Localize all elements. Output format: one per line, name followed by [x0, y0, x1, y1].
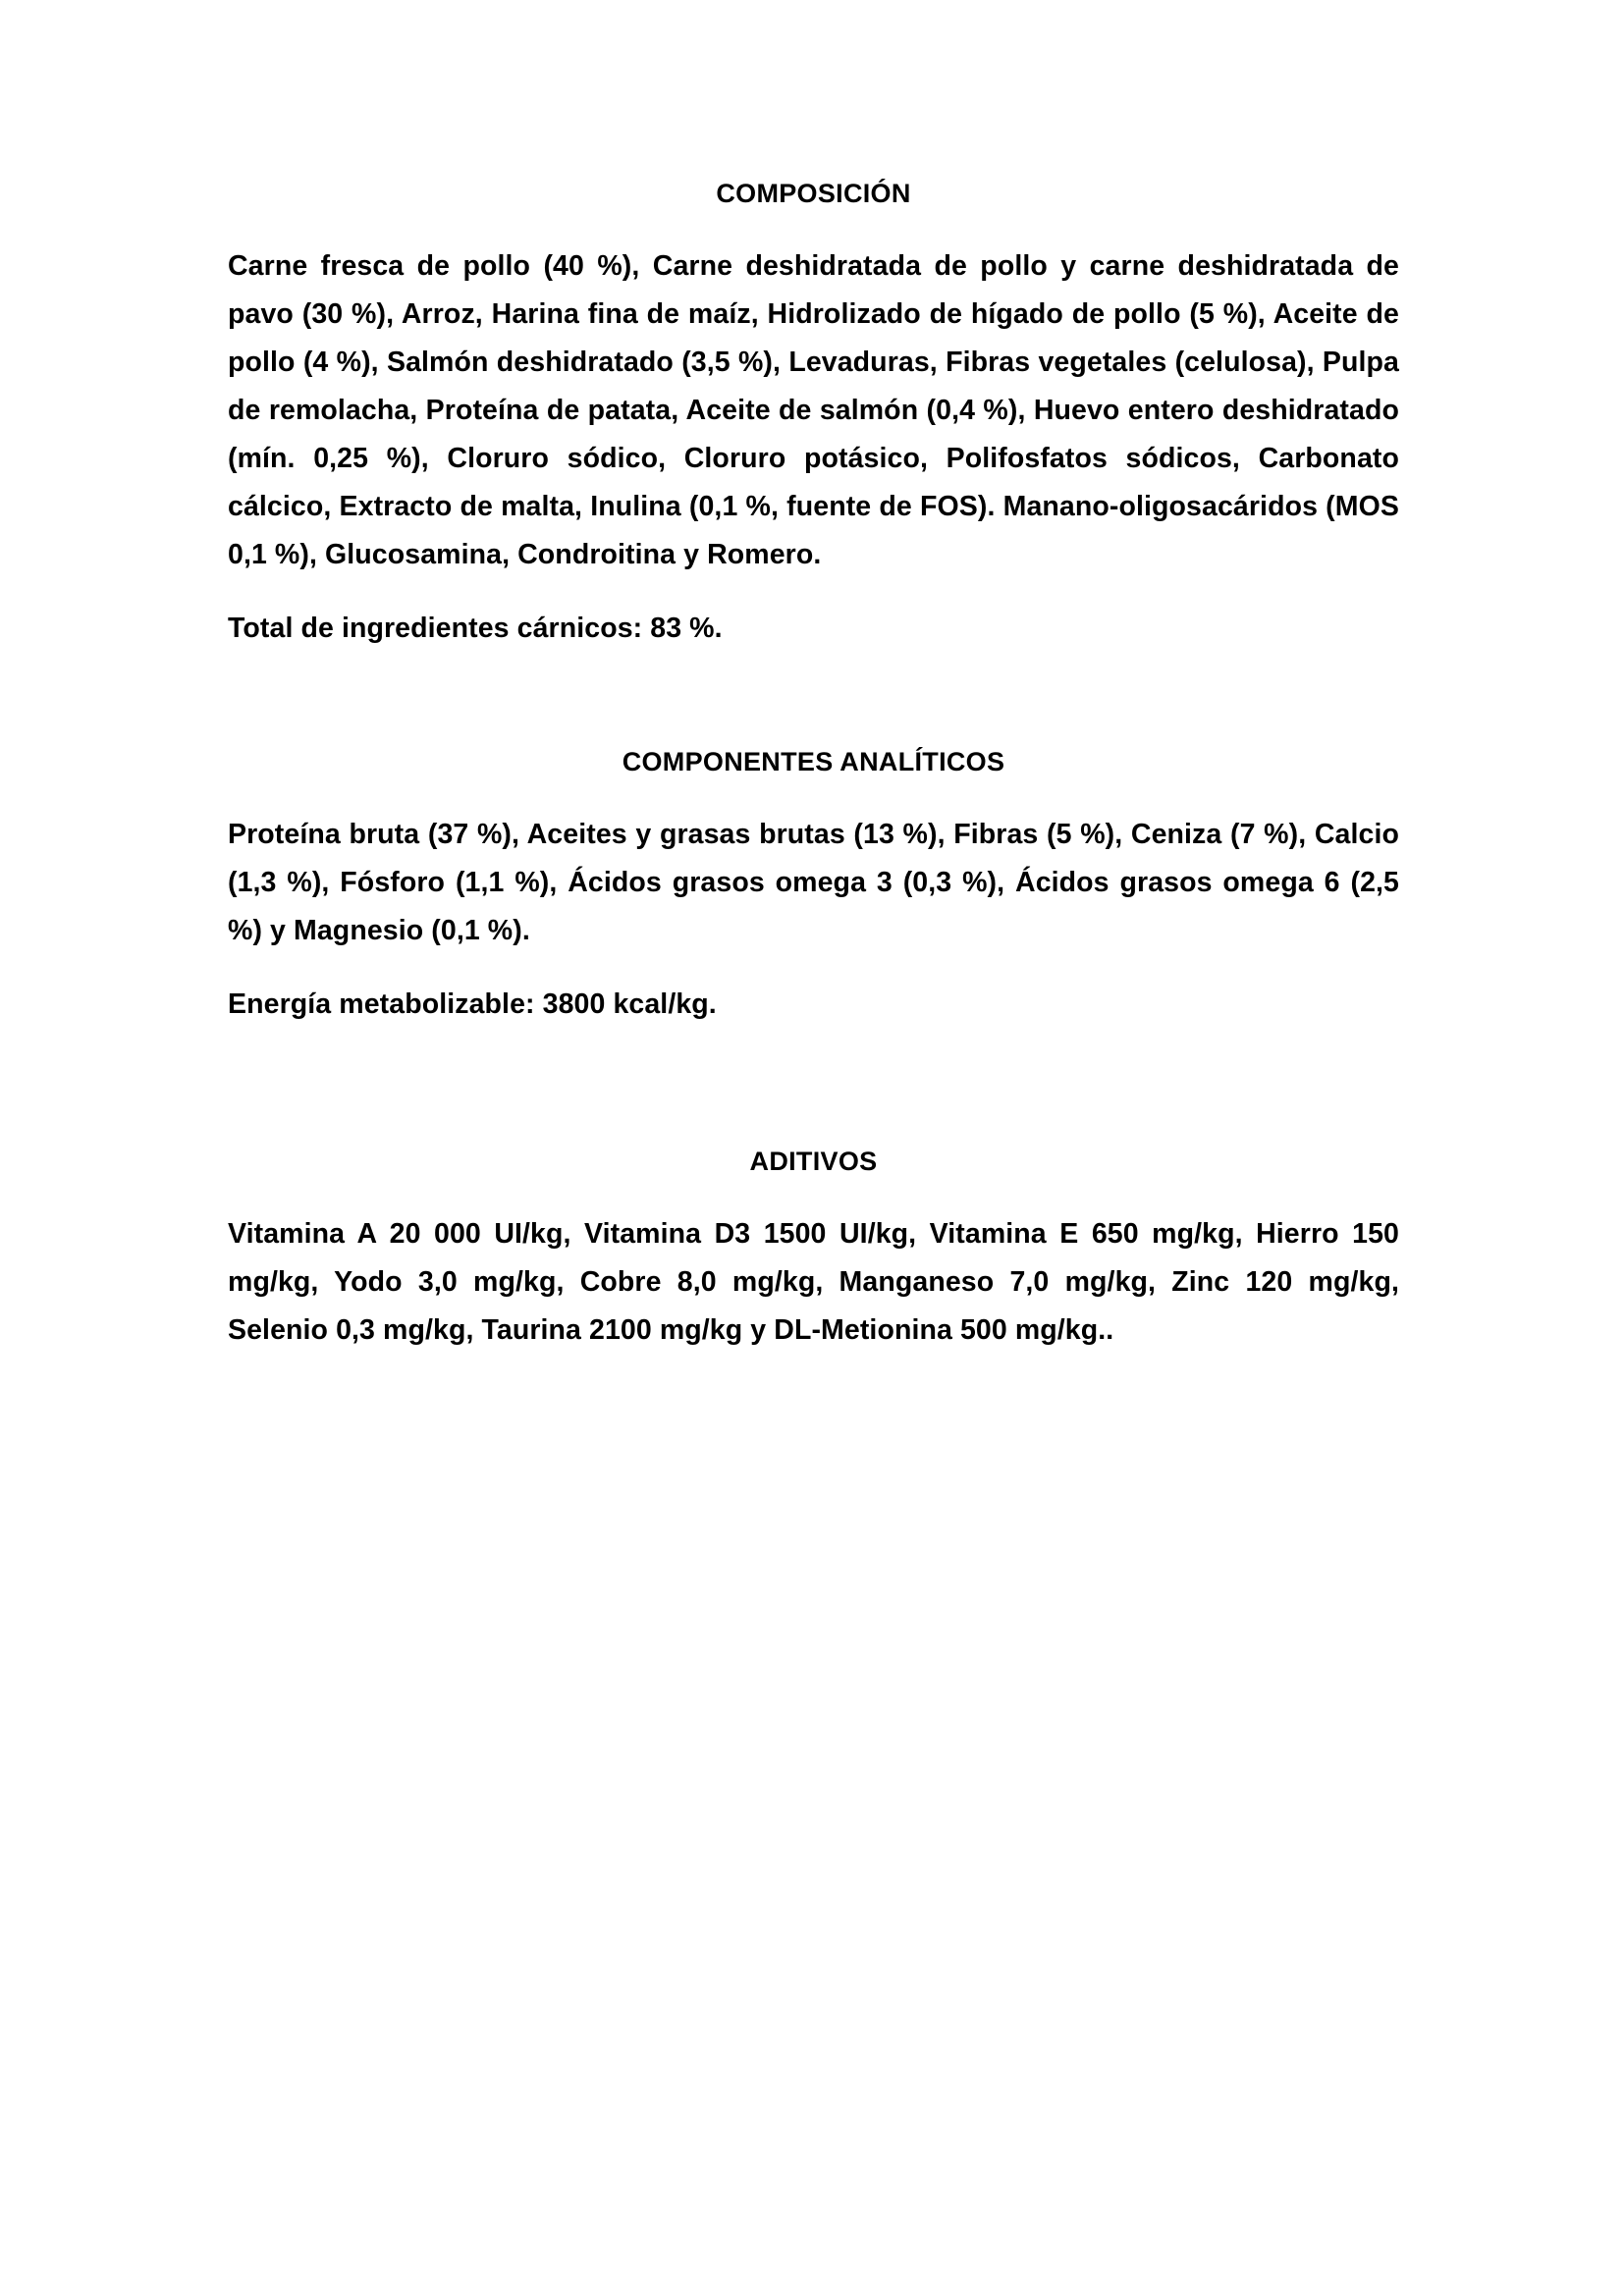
- componentes-energy-paragraph: Energía metabolizable: 3800 kcal/kg.: [228, 988, 717, 1021]
- composicion-total-meat-paragraph: Total de ingredientes cárnicos: 83 %.: [228, 613, 723, 645]
- section-composicion: [228, 179, 1399, 653]
- document-body: [228, 179, 1399, 1355]
- section-heading-aditivos: ADITIVOS: [749, 1147, 878, 1177]
- section-heading-composicion: COMPOSICIÓN: [716, 179, 911, 208]
- section-spacer-2: [228, 1029, 1399, 1147]
- section-spacer-1: [228, 653, 1399, 747]
- section-heading-componentes-analiticos: COMPONENTES ANALÍTICOS: [622, 747, 1005, 777]
- componentes-values-paragraph: Proteína bruta (37 %), Aceites y grasas brutas (13 %), Fibras (5 %), Ceniza (7 %), Calcio (1,3 %), Fósforo (1,1 %), Ácidos grasos omega 3 (0,3 %), Ácidos grasos omega 6 (2,5 %) y Magnesio (0,1 %).: [228, 819, 1399, 947]
- section-aditivos: [228, 1147, 1399, 1355]
- section-componentes-analiticos: [228, 747, 1399, 1029]
- composicion-ingredients-paragraph: Carne fresca de pollo (40 %), Carne deshidratada de pollo y carne deshidratada de pavo (30 %), Arroz, Harina fina de maíz, Hidrolizado de hígado de pollo (5 %), Aceite de pollo (4 %), Salmón deshidratado (3,5 %), Levaduras, Fibras vegetales (celulosa), Pulpa de remolacha, Proteína de patata, Aceite de salmón (0,4 %), Huevo entero deshidratado (mín. 0,25 %), Cloruro sódico, Cloruro potásico, Polifosfatos sódicos, Carbonato cálcico, Extracto de malta, Inulina (0,1 %, fuente de FOS). Manano-oligosacáridos (MOS 0,1 %), Glucosamina, Condroitina y Romero.: [228, 250, 1399, 571]
- aditivos-values-paragraph: Vitamina A 20 000 UI/kg, Vitamina D3 1500 UI/kg, Vitamina E 650 mg/kg, Hierro 150 mg/kg, Yodo 3,0 mg/kg, Cobre 8,0 mg/kg, Manganeso 7,0 mg/kg, Zinc 120 mg/kg, Selenio 0,3 mg/kg, Taurina 2100 mg/kg y DL-Metionina 500 mg/kg..: [228, 1218, 1399, 1347]
